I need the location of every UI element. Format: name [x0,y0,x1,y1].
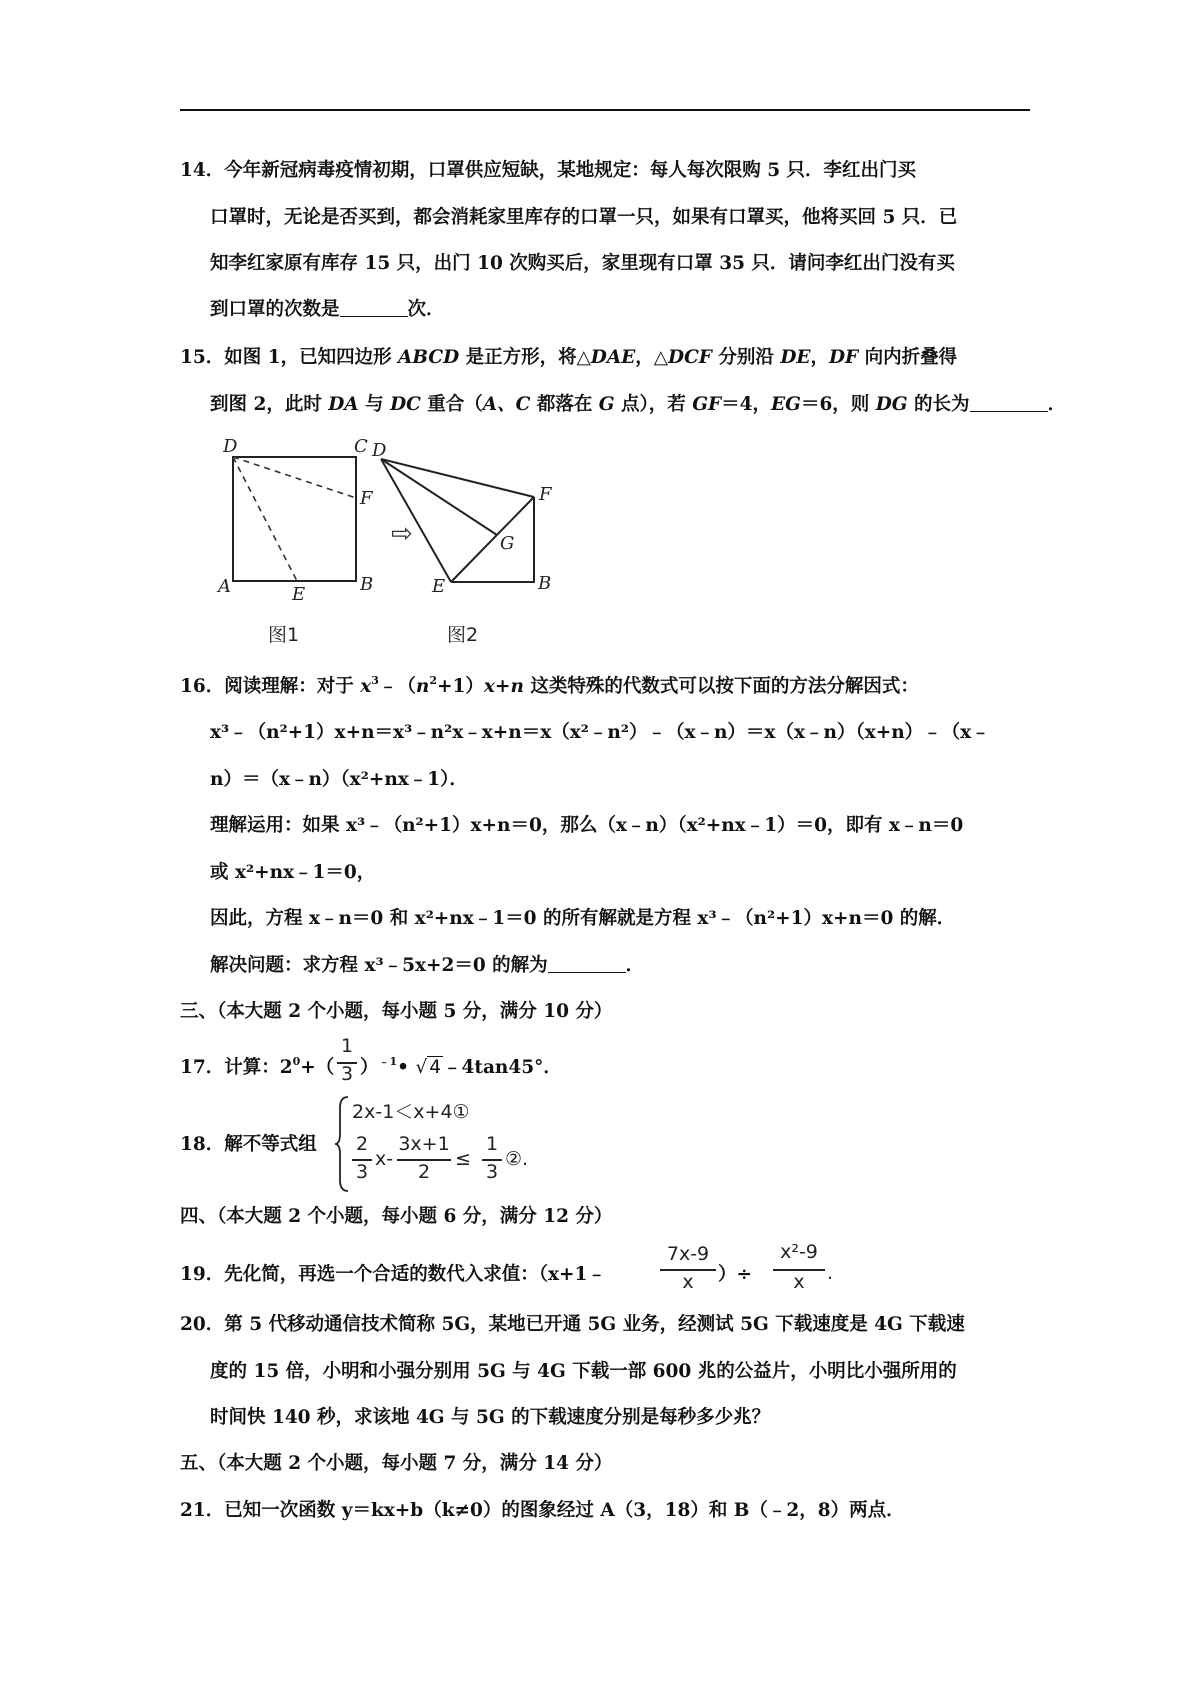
q18-label: 18．解不等式组 [180,1134,317,1155]
q16-answer-blank[interactable] [548,956,626,973]
q16-line2: x³﹣（n²+1）x+n＝x³﹣n²x﹣x+n＝x（x²﹣n²）﹣（x﹣n）＝x（x﹣n）（x+n）﹣（x﹣ [210,722,990,743]
q19-divide: ）÷ [718,1264,753,1285]
fig1-label-D: D [223,436,238,457]
q14-line1: 14．今年新冠病毒疫情初期，口罩供应短缺，某地规定：每人每次限购 5 只．李红出门买 [180,160,917,181]
q14-line4: 到口罩的次数是 次． [210,299,445,320]
section-3-heading: 三、（本大题 2 个小题，每小题 5 分，满分 10 分） [180,1001,613,1022]
section-4-heading: 四、（本大题 2 个小题，每小题 6 分，满分 12 分） [180,1206,613,1227]
q16-line5: 或 x²+nx﹣1＝0， [210,862,376,883]
fig1-label-C: C [354,436,368,457]
q17-rest: ）$^{﹣1}$• √ 4 ﹣4tan45°． [360,1055,562,1078]
q16-line4: 理解运用：如果 x³﹣（n²+1）x+n＝0，那么（x﹣n）（x²+nx﹣1）＝0，即有 x﹣n＝0 [210,815,964,836]
fig1-label-B: B [360,574,374,595]
q14-line2: 口罩时，无论是否买到，都会消耗家里库存的口罩一只，如果有口罩买，他将买回 5 只．已 [210,207,958,228]
q14-line3: 知李红家原有库存 15 只，出门 10 次购买后，家里现有口罩 35 只．请问李红出门没有买 [210,253,955,274]
q14-answer-blank[interactable] [340,300,408,317]
q15-answer-blank[interactable] [970,395,1048,412]
q19-f1-num: 7x-9 [666,1243,710,1265]
section-5-heading: 五、（本大题 2 个小题，每小题 7 分，满分 14 分） [180,1453,613,1474]
fig2-label-D: D [372,440,387,461]
q20-line3: 时间快 140 秒，求该地 4G 与 5G 的下载速度分别是每秒多少兆？ [210,1407,771,1428]
q16-line7: 解决问题：求方程 x³﹣5x+2＝0 的解为 ． [210,955,645,976]
figure-1-square [233,457,356,581]
q18-row1: 2x-1＜x+4① [352,1101,470,1123]
q18-f1-num: 2 [355,1133,369,1155]
transform-arrow: ⇨ [391,519,413,549]
q17-frac-den: 3 [340,1063,354,1085]
q19-end: . [827,1262,834,1284]
q20-line2: 度的 15 倍，小明和小强分别用 5G 与 4G 下载一部 600 兆的公益片，小明比小强所用的 [210,1361,957,1382]
q17-frac-num: 1 [340,1035,354,1057]
q15-line1: 15．如图 1，已知四边形 ABCD 是正方形，将△DAE，△DCF 分别沿 DE，DF 向内折叠得 [180,347,958,368]
q18-f3-den: 3 [485,1161,499,1183]
q15-line2: 到图 2，此时 DA 与 DC 重合（A、C 都落在 G 点），若 GF＝4，EG＝6，则 DG 的长为 ． [210,394,1067,415]
q18-f2-den: 2 [417,1161,431,1183]
header-rule [180,109,1030,111]
q18-le: ≤ [455,1148,471,1170]
q18-f3-num: 1 [485,1133,499,1155]
fig1-label-A: A [218,576,231,597]
fig1-label-E: E [292,584,306,605]
q16-line6: 因此，方程 x﹣n＝0 和 x²+nx﹣1＝0 的所有解就是方程 x³﹣（n²+1）x+n＝0 的解． [210,908,956,929]
q19-f2-num: x²-9 [780,1241,818,1263]
fig2-label-B: B [538,573,552,594]
q18-x-minus: x- [375,1148,394,1170]
q18-brace [333,1094,351,1194]
fold-line-df [233,457,356,498]
q18-f1-den: 3 [355,1161,369,1183]
q19-line: 19．先化简，再选一个合适的数代入求值：（x+1﹣ [180,1264,606,1285]
fig2-label-E: E [432,576,446,597]
fig1-label-F: F [360,488,373,509]
q16-line3: n）＝（x﹣n）（x²+nx﹣1）． [210,769,468,790]
fig2-label-G: G [500,533,515,554]
fig2-label-F: F [539,484,552,505]
q16-line1: 16．阅读理解：对于 $x^3﹣(n^2+1)x+n$ 这类特殊的代数式可以按下面的方法分解因式： [180,674,919,697]
q17-line: 17．计算：$2^0+$（ [180,1055,335,1078]
q18-f2-num: 3x+1 [398,1133,450,1155]
figure-1-caption: 图1 [268,624,300,646]
q21-line: 21．已知一次函数 y＝kx+b（k≠0）的图象经过 A（3，18）和 B（﹣2，8）两点． [180,1500,905,1521]
sqrt-sign: √ [415,1057,428,1078]
q19-f2-den: x [793,1271,805,1293]
q18-tag2: ②. [505,1148,529,1170]
figure-2-caption: 图2 [447,624,479,646]
q20-line1: 20．第 5 代移动通信技术简称 5G，某地已开通 5G 业务，经测试 5G 下载速度是 4G 下载速 [180,1314,965,1335]
q15-figures [210,432,560,647]
q19-f1-den: x [682,1271,694,1293]
